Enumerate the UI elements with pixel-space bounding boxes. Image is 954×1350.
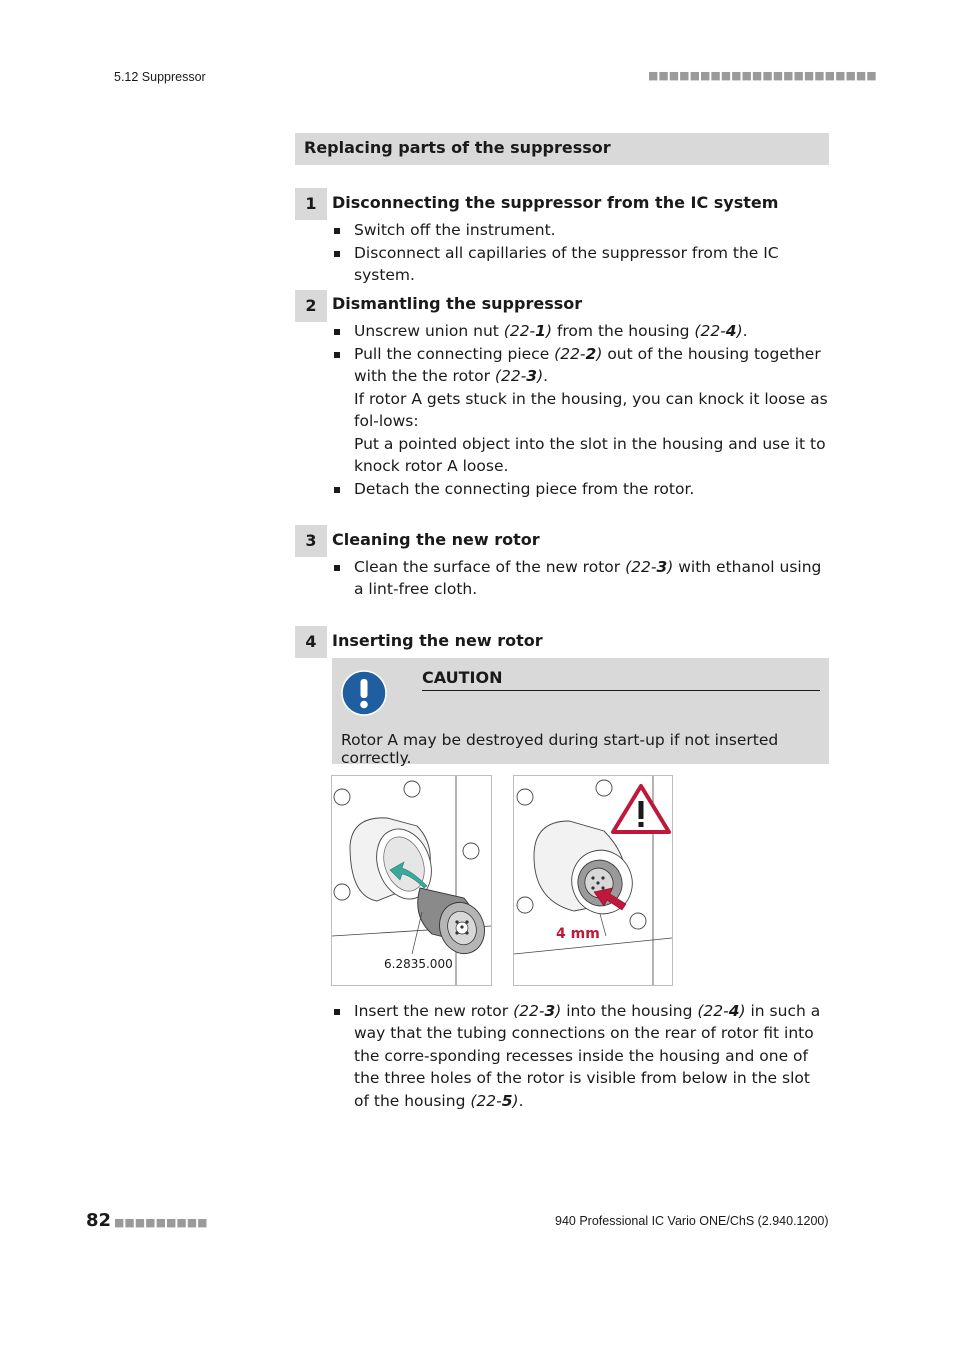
caution-divider xyxy=(422,690,820,691)
caution-box xyxy=(332,658,829,767)
caution-text: Rotor A may be destroyed during start-up if not inserted correctly. xyxy=(341,731,779,767)
list-item: Unscrew union nut (22-1) from the housing (22-4). xyxy=(332,320,829,342)
list-item: Switch off the instrument. xyxy=(332,219,829,241)
rotor-insert-illustration xyxy=(332,776,491,985)
dimension-label: 4 mm xyxy=(556,926,600,942)
figure-rotor-inserted xyxy=(513,775,673,986)
step-title-4: Inserting the new rotor xyxy=(332,631,543,650)
step-number-4: 4 xyxy=(295,626,327,658)
step-number-2: 2 xyxy=(295,290,327,322)
part-number-label: 6.2835.000 xyxy=(384,957,453,971)
footer-title: 940 Professional IC Vario ONE/ChS (2.940.1200) xyxy=(555,1214,829,1228)
step-2-list xyxy=(332,320,829,501)
caution-title: CAUTION xyxy=(422,668,503,687)
page-number: 82 xyxy=(86,1210,112,1231)
step-title-1: Disconnecting the suppressor from the IC system xyxy=(332,193,779,212)
section-title: Replacing parts of the suppressor xyxy=(295,133,829,165)
running-header-section: 5.12 Suppressor xyxy=(114,70,206,84)
list-item: Clean the surface of the new rotor (22-3) with ethanol using a lint-free cloth. xyxy=(332,556,829,601)
rotor-inserted-illustration xyxy=(514,776,672,985)
step-title-2: Dismantling the suppressor xyxy=(332,294,583,313)
step-3-list xyxy=(332,556,829,601)
step-number-3: 3 xyxy=(295,525,327,557)
list-item: Pull the connecting piece (22-2) out of the housing together with the the rotor (22-3). If rotor A gets stuck in the housing, you can knock it loose as fol-lows: Put a pointed object into the slot in the housing and use it to knock rotor A loose. xyxy=(332,343,829,477)
step-1-list xyxy=(332,219,829,287)
step-number-1: 1 xyxy=(295,188,327,220)
exclamation-icon xyxy=(340,669,388,717)
list-item: Insert the new rotor (22-3) into the housing (22-4) in such a way that the tubing connections on the rear of rotor fit into the corre-sponding recesses inside the housing and one of the three holes of the rotor is visible from below in the slot of the housing (22-5). xyxy=(332,1000,829,1112)
list-item: Detach the connecting piece from the rotor. xyxy=(332,478,829,500)
list-item: Disconnect all capillaries of the suppressor from the IC system. xyxy=(332,242,829,287)
header-decoration: ■■■■■■■■■■■■■■■■■■■■■■ xyxy=(648,69,877,82)
step-title-3: Cleaning the new rotor xyxy=(332,530,540,549)
figure-insert-rotor xyxy=(331,775,492,986)
footer-decoration: ■■■■■■■■■ xyxy=(114,1216,208,1229)
step-4-list xyxy=(332,1000,829,1113)
